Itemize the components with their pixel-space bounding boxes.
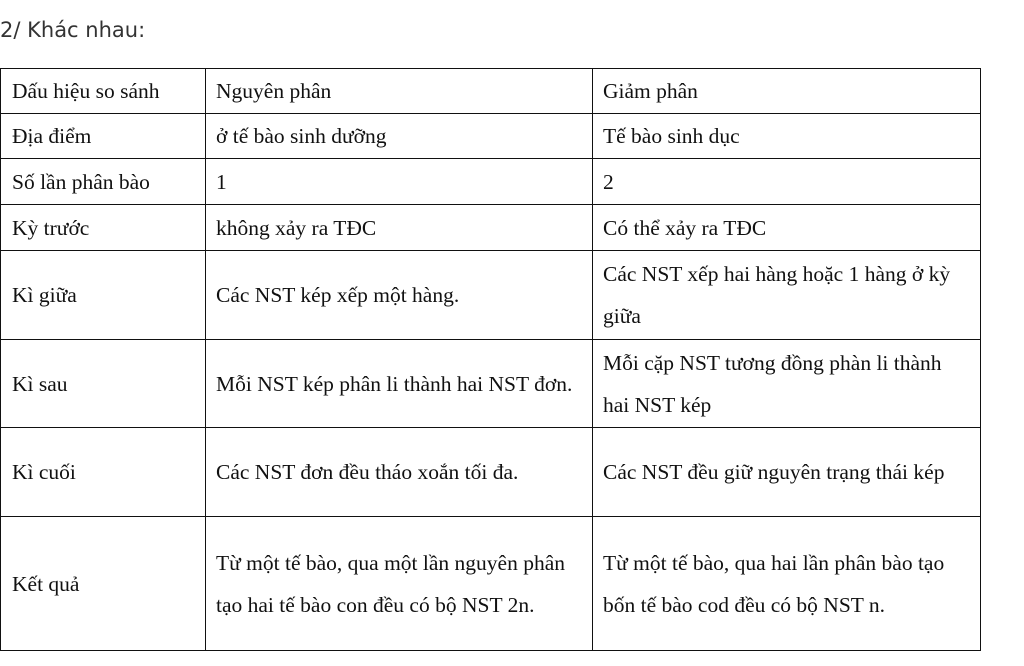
header-cell-mitosis: Nguyên phân <box>206 69 593 114</box>
meiosis-cell: 2 <box>593 159 981 205</box>
header-cell-meiosis: Giảm phân <box>593 69 981 114</box>
meiosis-cell: Tế bào sinh dục <box>593 114 981 159</box>
meiosis-cell: Mỗi cặp NST tương đồng phàn li thành hai NST kép <box>593 340 981 428</box>
mitosis-cell: ở tế bào sinh dưỡng <box>206 114 593 159</box>
table-row <box>1 517 981 651</box>
table-row <box>1 428 981 517</box>
mitosis-cell: Các NST đơn đều tháo xoắn tối đa. <box>206 428 593 517</box>
row-label-cell: Kết quả <box>1 517 206 651</box>
row-label-cell: Kì sau <box>1 340 206 428</box>
meiosis-cell: Các NST xếp hai hàng hoặc 1 hàng ở kỳ giữa <box>593 251 981 340</box>
mitosis-cell: Các NST kép xếp một hàng. <box>206 251 593 340</box>
mitosis-cell: không xảy ra TĐC <box>206 205 593 251</box>
meiosis-cell: Có thể xảy ra TĐC <box>593 205 981 251</box>
section-heading: 2/ Khác nhau: <box>0 18 146 42</box>
mitosis-cell: Mỗi NST kép phân li thành hai NST đơn. <box>206 340 593 428</box>
comparison-table <box>0 68 981 651</box>
row-label-cell: Địa điểm <box>1 114 206 159</box>
table-row <box>1 159 981 205</box>
row-label-cell: Kì cuối <box>1 428 206 517</box>
row-label-cell: Số lần phân bào <box>1 159 206 205</box>
table-row <box>1 251 981 340</box>
header-cell-criteria: Dấu hiệu so sánh <box>1 69 206 114</box>
table-header-row <box>1 69 981 114</box>
table-row <box>1 205 981 251</box>
row-label-cell: Kỳ trước <box>1 205 206 251</box>
mitosis-cell: Từ một tế bào, qua một lần nguyên phân tạo hai tế bào con đều có bộ NST 2n. <box>206 517 593 651</box>
meiosis-cell: Từ một tế bào, qua hai lần phân bào tạo bốn tế bào cod đều có bộ NST n. <box>593 517 981 651</box>
table-row <box>1 340 981 428</box>
row-label-cell: Kì giữa <box>1 251 206 340</box>
table-row <box>1 114 981 159</box>
meiosis-cell: Các NST đều giữ nguyên trạng thái kép <box>593 428 981 517</box>
mitosis-cell: 1 <box>206 159 593 205</box>
